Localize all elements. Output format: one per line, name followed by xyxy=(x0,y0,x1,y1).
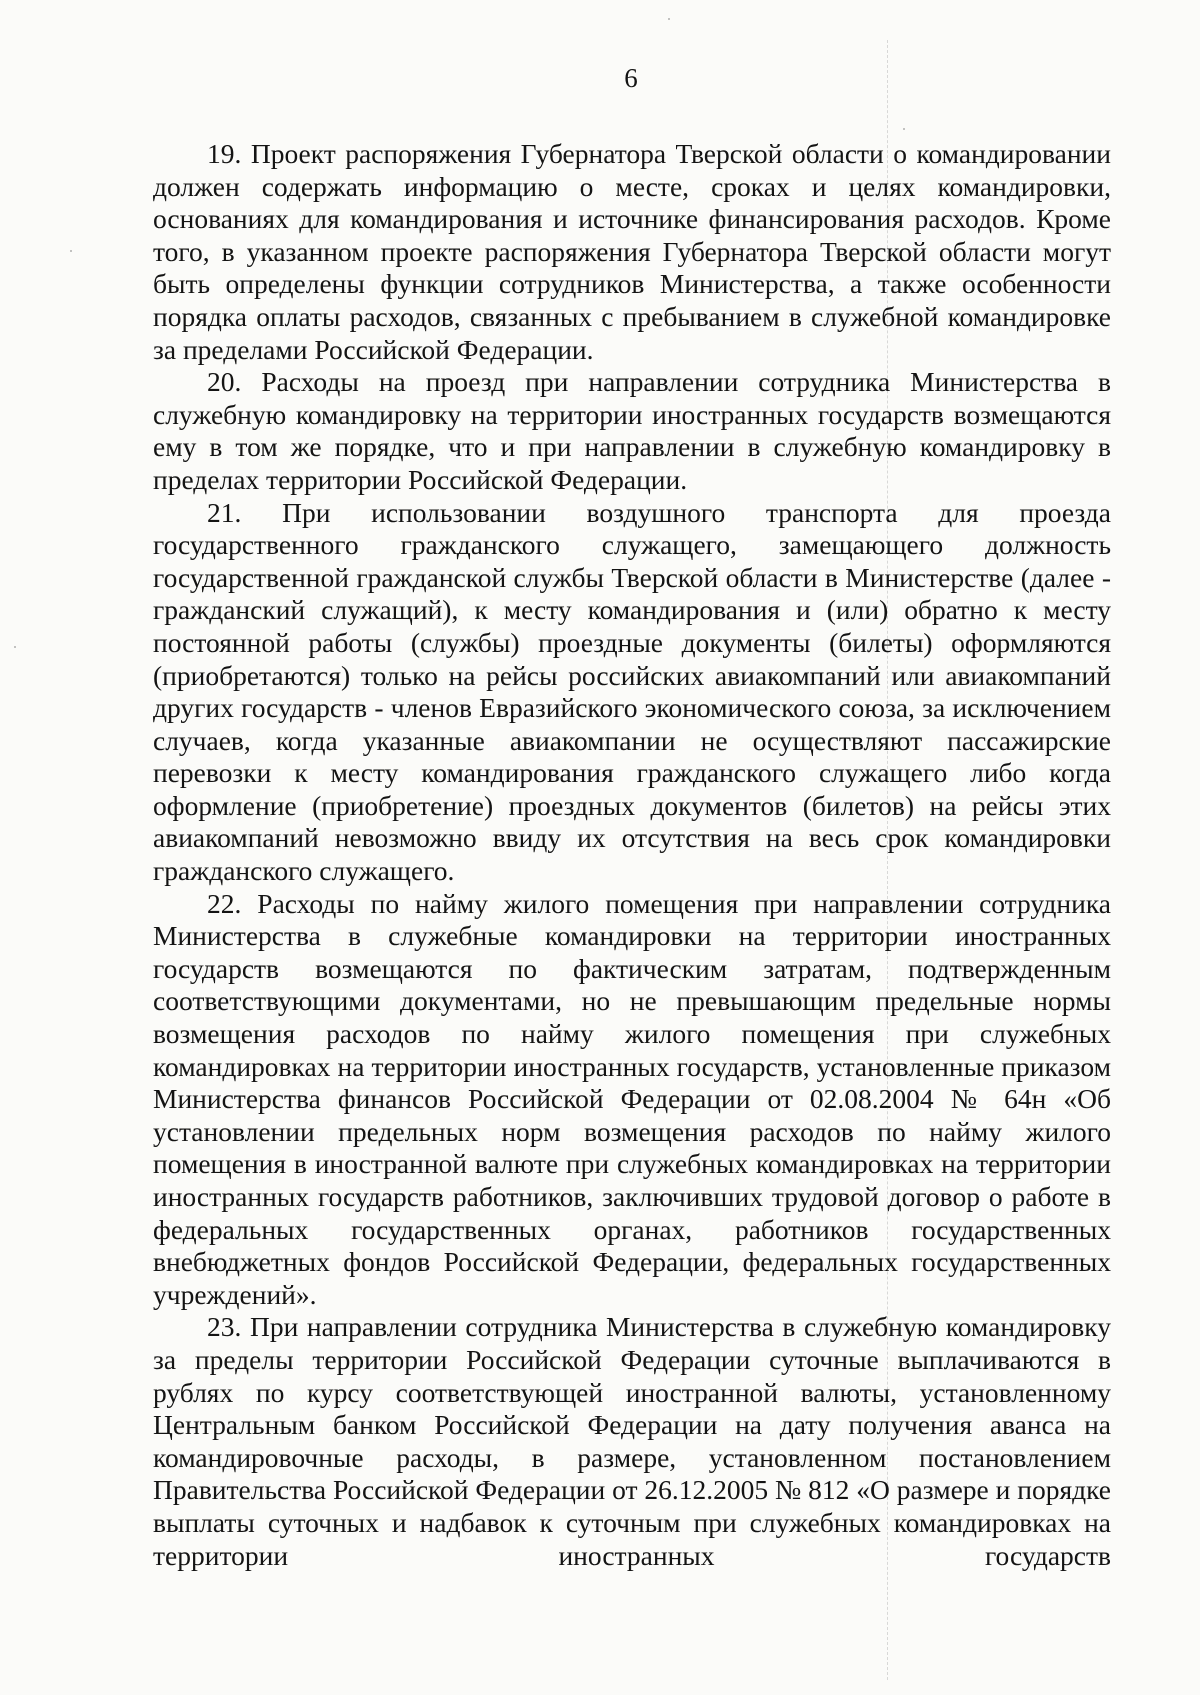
paragraph-19: 19. Проект распоряжения Губернатора Тверской области о командировании должен содержать информацию о месте, сроках и целях командировки, основаниях для командирования и источнике финансирования расходов. Кроме того, в указанном проекте распоряжения Губернатора Тверской области могут быть определены функции сотрудников Министерства, а также особенности порядка оплаты расходов, связанных с пребыванием в служебной командировке за пределами Российской Федерации. xyxy=(153,138,1111,365)
scan-speck xyxy=(903,128,905,130)
paragraph-21: 21. При использовании воздушного транспорта для проезда государственного гражданского служащего, замещающего должность государственной гражданской службы Тверской области в Министерстве (далее - гражданский служащий), к месту командирования и (или) обратно к месту постоянной работы (службы) проездные документы (билеты) оформляются (приобретаются) только на рейсы российских авиакомпаний или авиакомпаний других государств - членов Евразийского экономического союза, за исключением случаев, когда указанные авиакомпании не осуществляют пассажирские перевозки к месту командирования гражданского служащего либо когда оформление (приобретение) проездных документов (билетов) на рейсы этих авиакомпаний невозможно ввиду их отсутствия на весь срок командировки гражданского служащего. xyxy=(153,496,1111,887)
scan-speck xyxy=(14,646,16,648)
scan-speck xyxy=(668,18,670,20)
scan-speck xyxy=(70,250,72,252)
paragraph-23: 23. При направлении сотрудника Министерства в служебную командировку за пределы территории Российской Федерации суточные выплачиваются в рублях по курсу соответствующей иностранной валюты, установленному Центральным банком Российской Федерации на дату получения аванса на командировочные расходы, в размере, установленном постановлением Правительства Российской Федерации от 26.12.2005 № 812 «О размере и порядке выплаты суточных и надбавок к суточным при служебных командировках на территории иностранных государств xyxy=(153,1311,1111,1571)
page-number: 6 xyxy=(624,63,638,93)
paragraph-20: 20. Расходы на проезд при направлении сотрудника Министерства в служебную командировку на территории иностранных государств возмещаются ему в том же порядке, что и при направлении в служебную командировку в пределах территории Российской Федерации. xyxy=(153,366,1111,495)
document-body xyxy=(153,138,1111,1572)
paragraph-22: 22. Расходы по найму жилого помещения при направлении сотрудника Министерства в служебные командировки на территории иностранных государств возмещаются по фактическим затратам, подтвержденным соответствующими документами, но не превышающим предельные нормы возмещения расходов по найму жилого помещения при служебных командировках на территории иностранных государств, установленные приказом Министерства финансов Российской Федерации от 02.08.2004 № 64н «Об установлении предельных норм возмещения расходов по найму жилого помещения в иностранной валюте при служебных командировках на территории иностранных государств работников, заключивших трудовой договор о работе в федеральных государственных органах, работников государственных внебюджетных фондов Российской Федерации, федеральных государственных учреждений». xyxy=(153,887,1111,1310)
